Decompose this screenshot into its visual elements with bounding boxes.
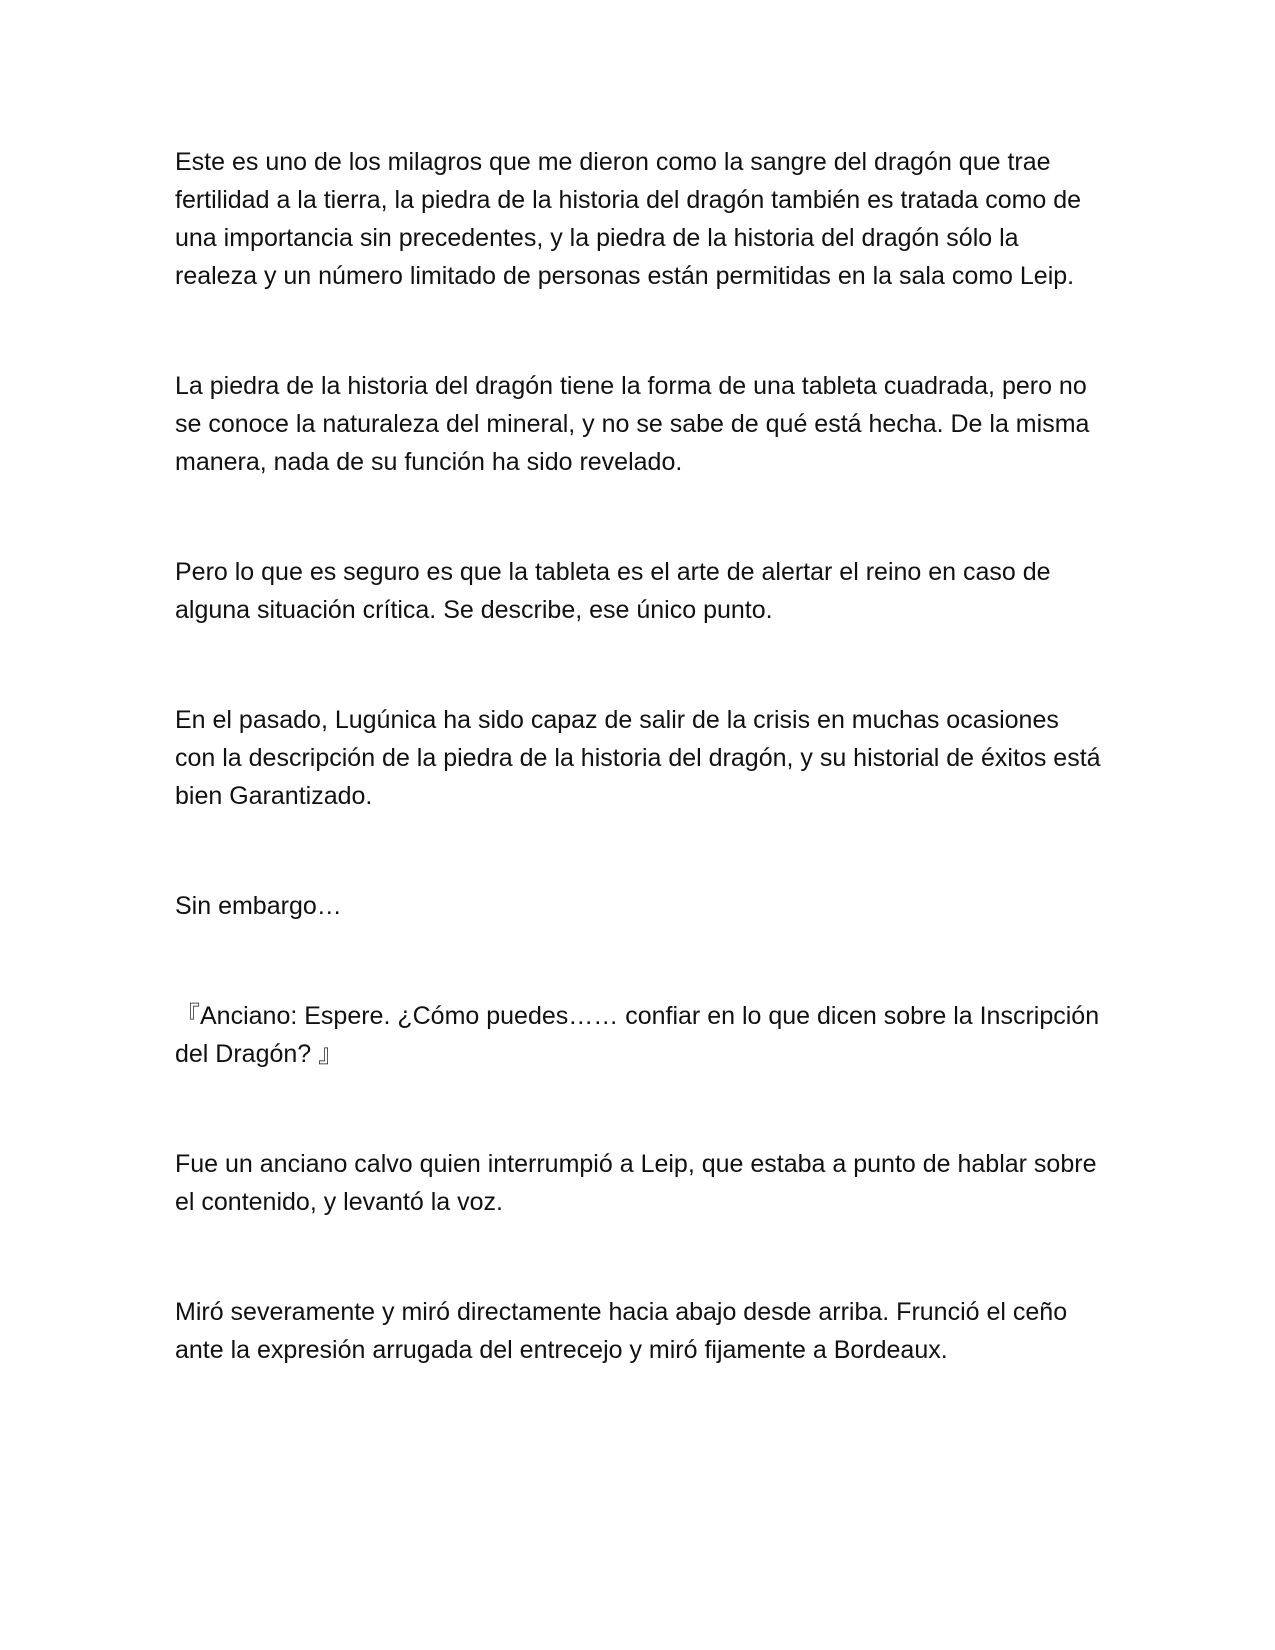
- paragraph: La piedra de la historia del dragón tiene la forma de una tableta cuadrada, pero no se conoce la naturaleza del mineral, y no se sabe de qué está hecha. De la misma manera, nada de su función ha sido revelado.: [175, 372, 1090, 476]
- paragraph: Sin embargo…: [175, 892, 342, 920]
- paragraph: Pero lo que es seguro es que la tableta es el arte de alertar el reino en caso de alguna situación crítica. Se describe, ese único punto.: [175, 558, 1051, 624]
- document-body: [175, 143, 1105, 1369]
- paragraph: Este es uno de los milagros que me dieron como la sangre del dragón que trae fertilidad a la tierra, la piedra de la historia del dragón también es tratada como de una importancia sin precedentes, y la piedra de la historia del dragón sólo la realeza y un número limitado de personas están permitidas en la sala como Leip.: [175, 148, 1082, 290]
- dialogue-paragraph: 『Anciano: Espere. ¿Cómo puedes…… confiar en lo que dicen sobre la Inscripción del Dragón? 』: [175, 1002, 1100, 1068]
- paragraph: En el pasado, Lugúnica ha sido capaz de salir de la crisis en muchas ocasiones con la descripción de la piedra de la historia del dragón, y su historial de éxitos está bien Garantizado.: [175, 706, 1101, 810]
- paragraph: Fue un anciano calvo quien interrumpió a Leip, que estaba a punto de hablar sobre el contenido, y levantó la voz.: [175, 1150, 1097, 1216]
- paragraph: Miró severamente y miró directamente hacia abajo desde arriba. Frunció el ceño ante la expresión arrugada del entrecejo y miró fijamente a Bordeaux.: [175, 1298, 1068, 1364]
